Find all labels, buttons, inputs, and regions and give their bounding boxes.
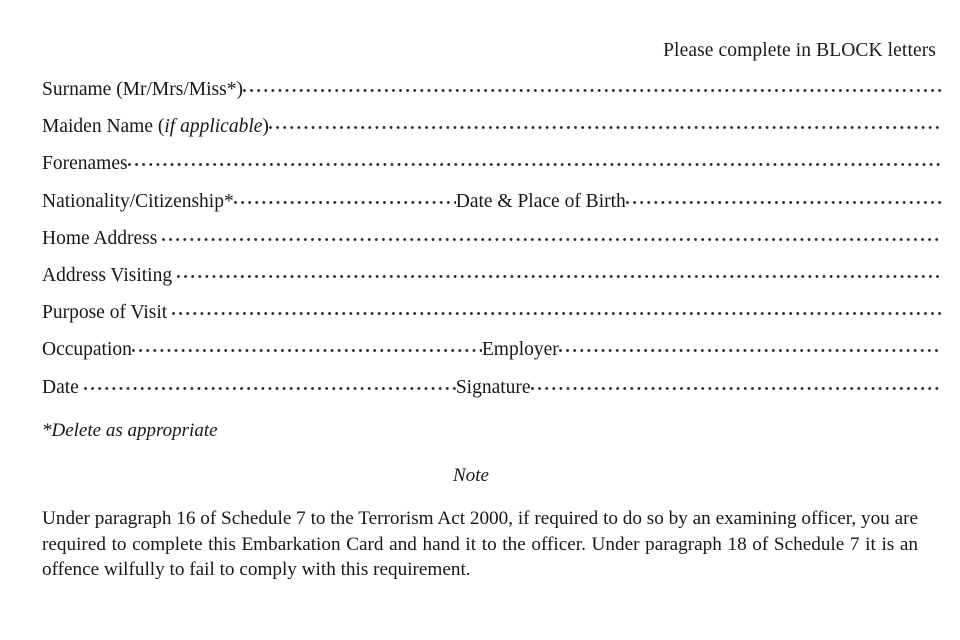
delete-as-appropriate-footnote: *Delete as appropriate (42, 420, 218, 441)
field-label-secondary: Employer (481, 339, 559, 361)
form-field-row (42, 225, 942, 262)
form-field-row (42, 113, 942, 150)
form-field-row (42, 299, 942, 336)
form-field-row (42, 262, 942, 299)
dot-leader[interactable] (162, 225, 942, 244)
dot-leader[interactable] (626, 188, 942, 207)
dot-leader[interactable] (559, 336, 942, 355)
field-label: Maiden Name (if applicable) (42, 116, 269, 138)
dot-leader[interactable] (269, 113, 942, 132)
dot-leader[interactable] (128, 150, 942, 169)
form-field-row (42, 76, 942, 113)
dot-leader[interactable] (234, 188, 456, 207)
dot-leader[interactable] (177, 262, 942, 281)
field-label: Address Visiting (42, 264, 173, 286)
field-label: Home Address (42, 227, 158, 249)
dot-leader[interactable] (132, 336, 482, 355)
form-fields-list (42, 76, 942, 411)
field-label-secondary: Signature (455, 376, 531, 398)
field-label: Date (42, 376, 79, 398)
note-body-text: Under paragraph 16 of Schedule 7 to the Terrorism Act 2000, if required to do so by an examining officer, you are required to complete this Embarkation Card and hand it to the officer. Under paragraph 18 of Schedule 7 it is an offence wilfully to fail to comply with this requirement. (42, 508, 918, 580)
dot-leader[interactable] (172, 299, 942, 318)
form-field-row (42, 150, 942, 187)
note-body (42, 506, 918, 583)
field-label: Purpose of Visit (42, 302, 168, 324)
field-label-secondary: Date & Place of Birth (455, 190, 626, 212)
form-field-row (42, 374, 942, 411)
field-label-italic: if applicable (164, 116, 263, 138)
dot-leader[interactable] (243, 76, 942, 95)
field-label: Occupation (42, 339, 132, 361)
dot-leader[interactable] (84, 374, 456, 393)
field-label: Surname (Mr/Mrs/Miss*) (42, 79, 243, 100)
form-field-row (42, 188, 942, 225)
note-heading: Note (453, 465, 489, 486)
field-label: Nationality/Citizenship* (42, 190, 234, 212)
dot-leader[interactable] (531, 374, 942, 393)
field-label: Forenames (42, 153, 128, 175)
header-instruction: Please complete in BLOCK letters (663, 40, 936, 61)
form-field-row (42, 336, 942, 373)
